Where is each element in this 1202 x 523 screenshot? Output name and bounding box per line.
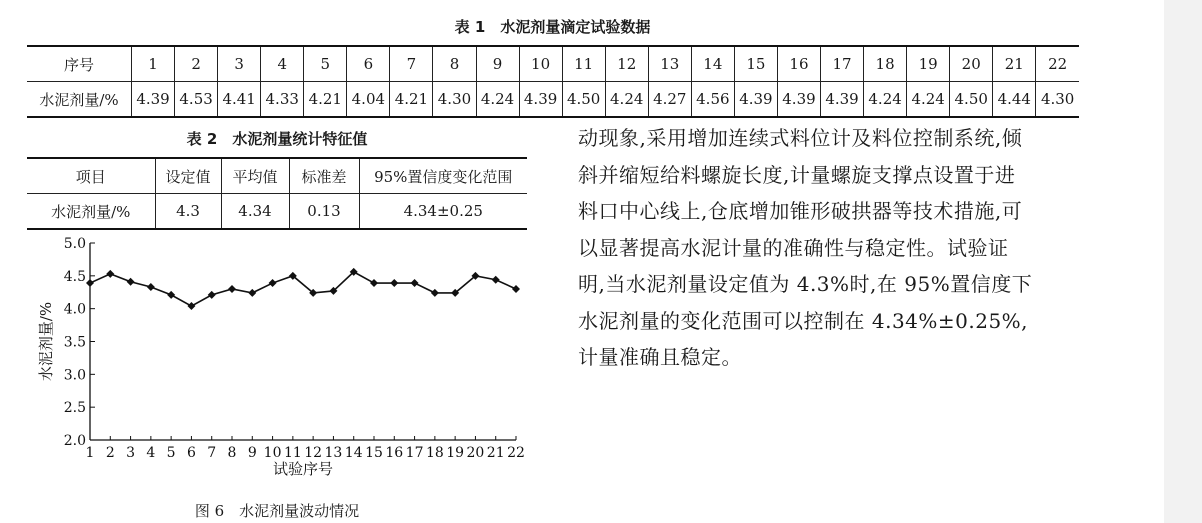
data-point-marker bbox=[187, 302, 195, 310]
table1-number-cell: 9 bbox=[476, 46, 519, 82]
y-tick-label: 3.5 bbox=[63, 334, 86, 351]
table2-cell-mean: 4.34 bbox=[221, 194, 289, 230]
table1-number-cell: 7 bbox=[390, 46, 433, 82]
table1-value-cell: 4.39 bbox=[132, 82, 175, 118]
table1-number-cell: 12 bbox=[605, 46, 648, 82]
paragraph-line: 计量准确且稳定。 bbox=[578, 345, 742, 369]
table1-value-cell: 4.39 bbox=[821, 82, 864, 118]
table1-value-cell: 4.41 bbox=[218, 82, 261, 118]
data-point-marker bbox=[86, 279, 94, 287]
table1-value-cell: 4.24 bbox=[907, 82, 950, 118]
table1-number-cell: 21 bbox=[993, 46, 1036, 82]
data-point-marker bbox=[248, 289, 256, 297]
y-axis-label: 水泥剂量/% bbox=[37, 301, 55, 382]
paragraph-line: 斜并缩短给料螺旋长度,计量螺旋支撑点设置于进 bbox=[578, 162, 1016, 187]
table2-header-item: 项目 bbox=[27, 158, 155, 194]
paragraph-line: 动现象,采用增加连续式料位计及料位控制系统,倾 bbox=[578, 126, 1023, 150]
table1-value-cell: 4.30 bbox=[433, 82, 476, 118]
x-tick-label: 12 bbox=[304, 445, 323, 461]
table1-number-cell: 19 bbox=[907, 46, 950, 82]
table2-header-setpoint: 设定值 bbox=[155, 158, 221, 194]
data-point-marker bbox=[208, 291, 216, 299]
table1-number-cell: 3 bbox=[218, 46, 261, 82]
x-tick-label: 21 bbox=[486, 445, 505, 461]
y-tick-label: 2.0 bbox=[63, 433, 86, 449]
paragraph-line: 料口中心线上,仓底增加锥形破拱器等技术措施,可 bbox=[578, 199, 1023, 223]
paragraph-line: 以显著提高水泥计量的准确性与稳定性。试验证 bbox=[578, 235, 1009, 260]
x-axis-label: 试验序号 bbox=[272, 460, 334, 478]
table1-number-cell: 4 bbox=[261, 46, 304, 82]
y-tick-label: 4.0 bbox=[63, 301, 86, 318]
table1-number-cell: 16 bbox=[777, 46, 820, 82]
x-tick-label: 22 bbox=[507, 445, 525, 461]
y-tick-label: 4.5 bbox=[63, 268, 86, 285]
table1-header-label: 序号 bbox=[27, 46, 132, 82]
data-point-marker bbox=[106, 270, 114, 278]
x-tick-label: 16 bbox=[385, 445, 404, 461]
table1-value-cell: 4.24 bbox=[605, 82, 648, 118]
x-tick-label: 5 bbox=[166, 445, 176, 461]
data-point-marker bbox=[390, 279, 398, 287]
table1-value-cell: 4.50 bbox=[950, 82, 993, 118]
table2-cell-range: 4.34±0.25 bbox=[359, 194, 527, 230]
x-tick-label: 10 bbox=[263, 445, 282, 461]
data-point-marker bbox=[269, 279, 277, 287]
data-point-marker bbox=[492, 276, 500, 284]
table1-number-cell: 5 bbox=[304, 46, 347, 82]
data-point-marker bbox=[512, 285, 520, 293]
x-tick-label: 14 bbox=[344, 445, 363, 461]
x-tick-label: 6 bbox=[186, 445, 196, 461]
data-point-marker bbox=[431, 289, 439, 297]
table2-cell-item: 水泥剂量/% bbox=[27, 194, 155, 230]
table1-number-cell: 13 bbox=[648, 46, 691, 82]
table1-value-cell: 4.24 bbox=[864, 82, 907, 118]
table1-number-cell: 20 bbox=[950, 46, 993, 82]
table1-value-cell: 4.39 bbox=[777, 82, 820, 118]
table1-value-cell: 4.50 bbox=[562, 82, 605, 118]
table2 bbox=[27, 157, 527, 230]
data-point-marker bbox=[167, 291, 175, 299]
table1-value-cell: 4.21 bbox=[390, 82, 433, 118]
x-tick-label: 9 bbox=[247, 445, 257, 461]
x-tick-label: 8 bbox=[227, 445, 237, 461]
table1-value-cell: 4.24 bbox=[476, 82, 519, 118]
table1-caption: 表 1 水泥剂量滴定试验数据 bbox=[454, 18, 651, 36]
x-tick-label: 7 bbox=[207, 445, 217, 461]
x-tick-label: 20 bbox=[466, 445, 485, 461]
cement-dosage-line-chart bbox=[27, 232, 527, 497]
table2-header-range: 95%置信度变化范围 bbox=[359, 158, 527, 194]
table1-value-cell: 4.30 bbox=[1036, 82, 1079, 118]
table1-number-cell: 11 bbox=[562, 46, 605, 82]
data-point-marker bbox=[411, 279, 419, 287]
table1-number-cell: 10 bbox=[519, 46, 562, 82]
table1-value-cell: 4.53 bbox=[175, 82, 218, 118]
table2-cell-stddev: 0.13 bbox=[289, 194, 359, 230]
y-tick-label: 2.5 bbox=[63, 400, 86, 417]
table1-number-cell: 2 bbox=[175, 46, 218, 82]
x-tick-label: 15 bbox=[365, 445, 383, 461]
table2-caption: 表 2 水泥剂量统计特征值 bbox=[186, 130, 368, 148]
table1-value-row bbox=[27, 82, 1079, 118]
table1-number-cell: 22 bbox=[1036, 46, 1079, 82]
table1-number-cell: 1 bbox=[132, 46, 175, 82]
table2-header-stddev: 标准差 bbox=[289, 158, 359, 194]
x-tick-label: 3 bbox=[126, 445, 136, 461]
table1-value-cell: 4.21 bbox=[304, 82, 347, 118]
table2-value-row bbox=[27, 194, 527, 230]
x-tick-label: 13 bbox=[324, 445, 343, 461]
table1-row-label: 水泥剂量/% bbox=[27, 82, 132, 118]
data-point-marker bbox=[228, 285, 236, 293]
page-margin-strip bbox=[1164, 0, 1202, 523]
table1-value-cell: 4.44 bbox=[993, 82, 1036, 118]
x-tick-label: 2 bbox=[105, 445, 115, 461]
figure-caption: 图 6 水泥剂量波动情况 bbox=[194, 502, 360, 520]
table1 bbox=[27, 45, 1079, 118]
table1-number-cell: 8 bbox=[433, 46, 476, 82]
table1-number-cell: 15 bbox=[734, 46, 777, 82]
y-tick-label: 5.0 bbox=[63, 236, 86, 252]
table1-value-cell: 4.39 bbox=[734, 82, 777, 118]
paragraph-line: 明,当水泥剂量设定值为 4.3%时,在 95%置信度下 bbox=[578, 272, 1033, 296]
table1-number-cell: 14 bbox=[691, 46, 734, 82]
paragraph-line: 水泥剂量的变化范围可以控制在 4.34%±0.25%, bbox=[578, 308, 1029, 333]
table2-header-row bbox=[27, 158, 527, 194]
table1-number-cell: 18 bbox=[864, 46, 907, 82]
body-paragraph bbox=[578, 120, 1088, 376]
table1-value-cell: 4.04 bbox=[347, 82, 390, 118]
table1-header-row bbox=[27, 46, 1079, 82]
x-tick-label: 11 bbox=[283, 445, 302, 461]
table2-cell-setpoint: 4.3 bbox=[155, 194, 221, 230]
table1-value-cell: 4.27 bbox=[648, 82, 691, 118]
x-tick-label: 19 bbox=[446, 445, 465, 461]
x-tick-label: 1 bbox=[85, 445, 95, 461]
x-tick-label: 17 bbox=[405, 445, 424, 461]
table1-number-cell: 6 bbox=[347, 46, 390, 82]
y-tick-label: 3.0 bbox=[63, 367, 86, 384]
table1-number-cell: 17 bbox=[821, 46, 864, 82]
x-tick-label: 18 bbox=[425, 445, 444, 461]
data-point-marker bbox=[127, 278, 135, 286]
table1-value-cell: 4.56 bbox=[691, 82, 734, 118]
data-point-marker bbox=[147, 283, 155, 291]
data-point-marker bbox=[370, 279, 378, 287]
x-tick-label: 4 bbox=[146, 445, 156, 461]
table1-value-cell: 4.33 bbox=[261, 82, 304, 118]
series-line bbox=[90, 272, 516, 306]
table1-value-cell: 4.39 bbox=[519, 82, 562, 118]
table2-header-mean: 平均值 bbox=[221, 158, 289, 194]
